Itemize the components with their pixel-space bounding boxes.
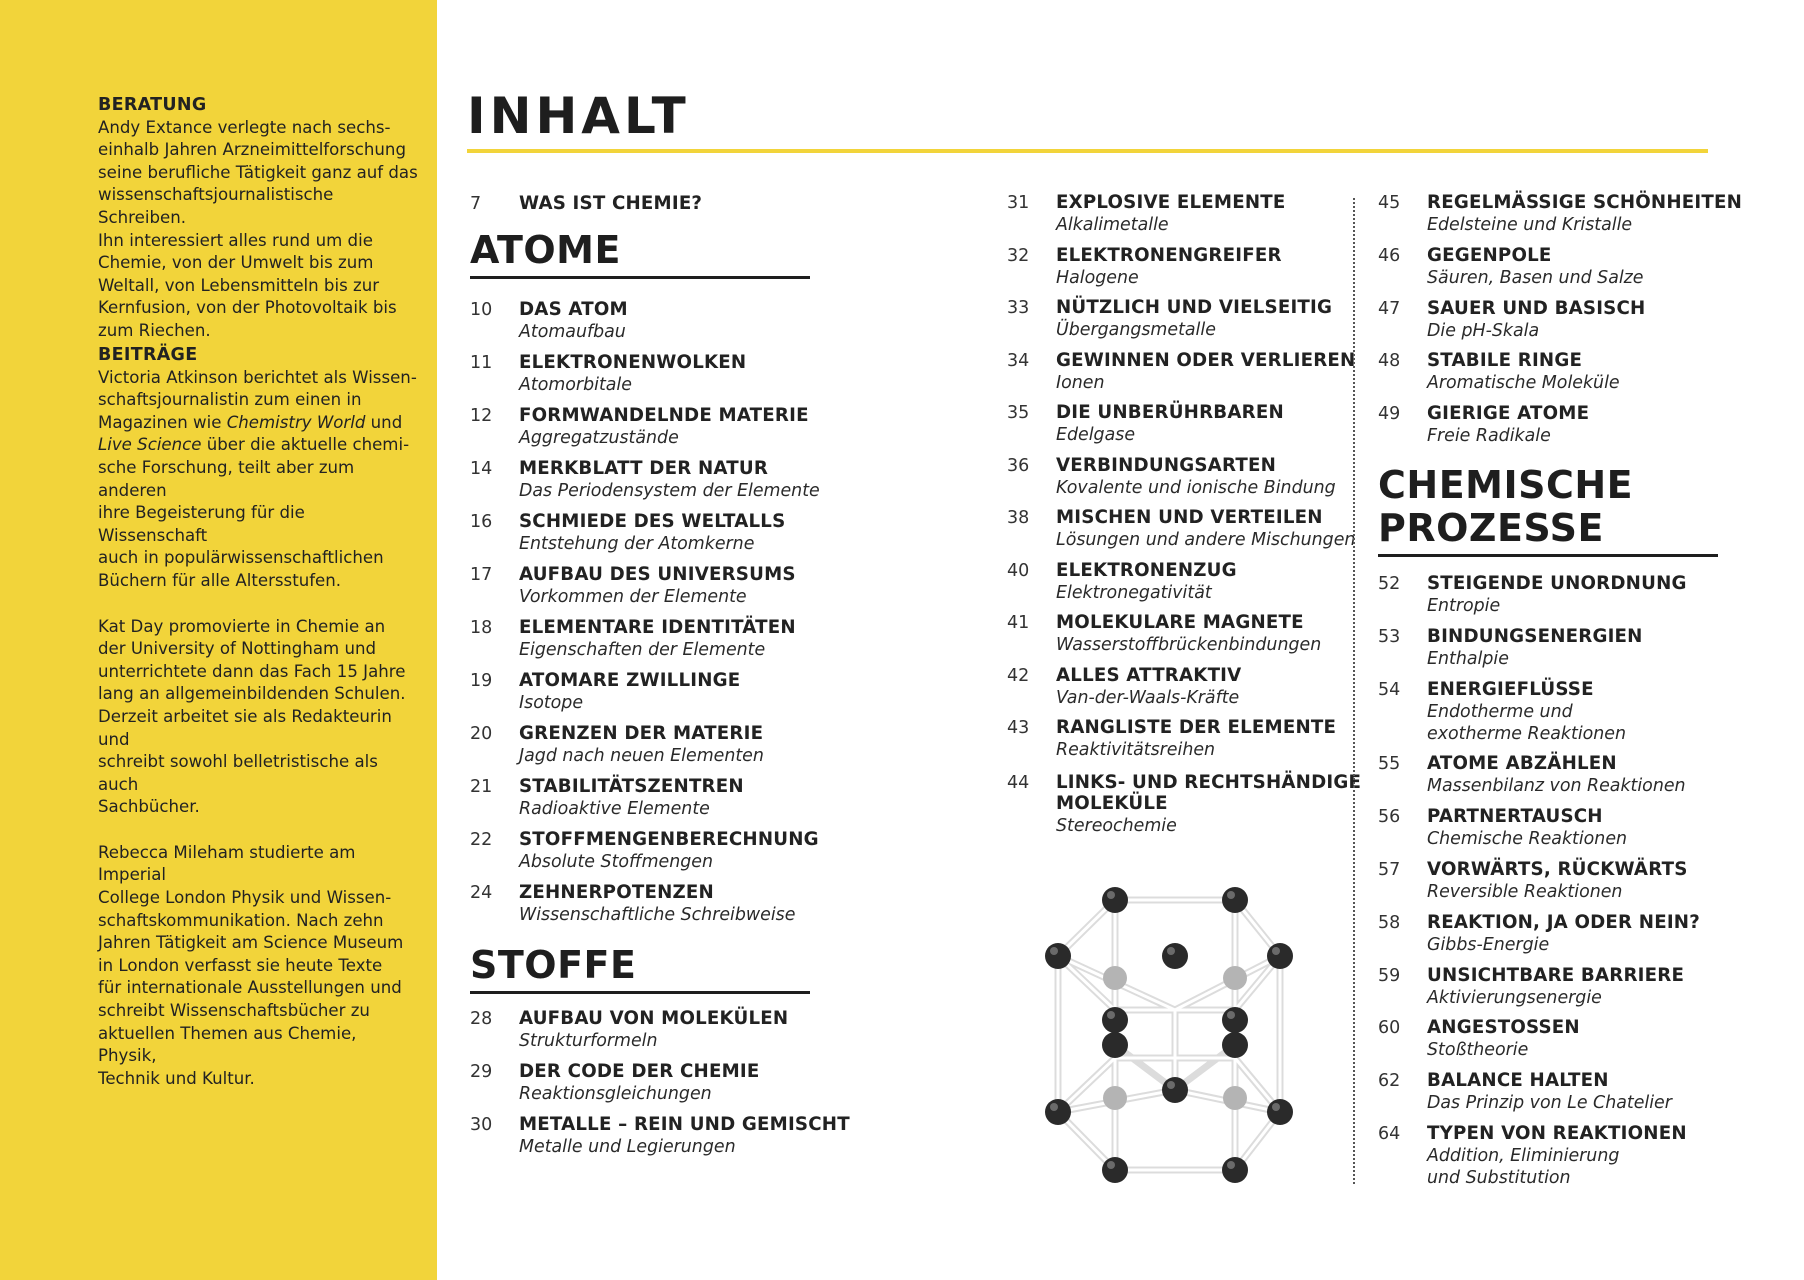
beratung-heading: BERATUNG	[98, 95, 207, 115]
sidebar-line: Jahren Tätigkeit am Science Museum	[98, 933, 404, 953]
entry-subtitle: Die pH-Skala	[1427, 320, 1540, 341]
sidebar-line: einhalb Jahren Arzneimittelforschung	[98, 140, 406, 160]
page-number: 44	[1007, 773, 1030, 793]
page-number: 11	[470, 353, 493, 373]
sidebar-line: Chemie, von der Umwelt bis zum	[98, 253, 374, 273]
page-number: 30	[470, 1115, 493, 1135]
sidebar-line: sche Forschung, teilt aber zum anderen	[98, 457, 355, 500]
section-rule	[1378, 554, 1718, 557]
page-number: 52	[1378, 574, 1401, 594]
entry-title: STEIGENDE UNORDNUNG	[1427, 573, 1687, 594]
entry-title: FORMWANDELNDE MATERIE	[519, 405, 809, 426]
page-number: 34	[1007, 350, 1030, 371]
entry-title: EXPLOSIVE ELEMENTE	[1056, 192, 1286, 213]
page-number: 46	[1378, 245, 1401, 266]
page-number: 19	[470, 671, 493, 691]
entry-subtitle: Enthalpie	[1427, 648, 1509, 669]
entry-subtitle: Freie Radikale	[1427, 426, 1551, 447]
entry-subtitle: Vorkommen der Elemente	[519, 587, 747, 607]
entry-title: PARTNERTAUSCH	[1427, 806, 1603, 828]
entry-subtitle: Wissenschaftliche Schreibweise	[519, 905, 796, 925]
entry-title: ELEKTRONENWOLKEN	[519, 352, 747, 373]
entry-subtitle: Metalle und Legierungen	[519, 1137, 736, 1157]
sidebar-line: für internationale Ausstellungen und	[98, 978, 402, 998]
entry-subtitle: Übergangsmetalle	[1056, 320, 1216, 340]
entry-title: SAUER UND BASISCH	[1427, 297, 1646, 319]
sidebar-line: Kat Day promovierte in Chemie an	[98, 616, 386, 636]
page-number: 41	[1007, 613, 1030, 633]
sidebar-line: Derzeit arbeitet sie als Redakteurin und	[98, 706, 392, 749]
entry-title: ELEKTRONENZUG	[1056, 559, 1237, 581]
entry-title: DER CODE DER CHEMIE	[519, 1061, 760, 1082]
entry-subtitle: Atomaufbau	[519, 322, 626, 342]
section-heading-atome: ATOME	[470, 228, 621, 272]
sidebar-line: lang an allgemeinbildenden Schulen.	[98, 684, 406, 704]
entry-subtitle: Alkalimetalle	[1056, 215, 1169, 235]
sidebar-line: Victoria Atkinson berichtet als Wissen-	[98, 367, 417, 387]
sidebar-line: Ihn interessiert alles rund um die	[98, 230, 373, 250]
page-number: 43	[1007, 718, 1030, 738]
column-separator	[1353, 198, 1355, 1184]
entry-title: GRENZEN DER MATERIE	[519, 723, 764, 744]
entry-subtitle: Absolute Stoffmengen	[519, 852, 714, 872]
sidebar-line: Rebecca Mileham studierte am Imperial	[98, 842, 356, 885]
entry-title: LINKS- UND RECHTSHÄNDIGE	[1056, 772, 1362, 793]
entry-title: STABILE RINGE	[1427, 350, 1583, 372]
sidebar-line: unterrichtete dann das Fach 15 Jahre	[98, 661, 406, 681]
sidebar-line: Andy Extance verlegte nach sechs-	[98, 117, 391, 137]
entry-title: UNSICHTBARE BARRIERE	[1427, 964, 1685, 986]
entry-subtitle-cont: und Substitution	[1427, 1168, 1571, 1188]
section-heading-prozesse: PROZESSE	[1378, 506, 1604, 550]
beitraege-heading: BEITRÄGE	[98, 345, 198, 365]
page-number: 62	[1378, 1071, 1401, 1092]
entry-title: WAS IST CHEMIE?	[519, 193, 703, 214]
page-number: 38	[1007, 508, 1030, 528]
page-title: INHALT	[467, 87, 690, 145]
entry-subtitle: Lösungen und andere Mischungen	[1056, 530, 1356, 550]
page-number: 47	[1378, 298, 1401, 319]
entry-title: ENERGIEFLÜSSE	[1427, 678, 1594, 700]
page-number: 24	[470, 883, 493, 903]
entry-subtitle: Wasserstoffbrückenbindungen	[1056, 635, 1322, 655]
sidebar-line	[98, 434, 418, 457]
molecular-lattice-icon	[1028, 880, 1310, 1190]
entry-title: MERKBLATT DER NATUR	[519, 458, 769, 479]
sidebar-line: ihre Begeisterung für die Wissenschaft	[98, 503, 305, 545]
entry-title: DIE UNBERÜHRBAREN	[1056, 402, 1284, 423]
entry-subtitle: Halogene	[1056, 267, 1139, 288]
sidebar-line: in London verfasst sie heute Texte	[98, 955, 383, 975]
page-number: 49	[1378, 404, 1401, 425]
section-heading-chemische: CHEMISCHE	[1378, 463, 1634, 507]
page-number: 20	[470, 724, 493, 744]
sidebar-line: seine berufliche Tätigkeit ganz auf das	[98, 162, 418, 182]
entry-subtitle: Edelgase	[1056, 425, 1136, 445]
magazine-title: Chemistry World	[226, 412, 366, 432]
page-number: 22	[470, 830, 493, 850]
entry-title: ZEHNERPOTENZEN	[519, 882, 714, 903]
entry-subtitle: Atomorbitale	[519, 375, 632, 395]
entry-subtitle: Aggregatzustände	[519, 428, 679, 448]
entry-title: GEGENPOLE	[1427, 244, 1552, 266]
sidebar-line: Sachbücher.	[98, 797, 200, 817]
page-number: 29	[470, 1062, 493, 1082]
entry-title: NÜTZLICH UND VIELSEITIG	[1056, 297, 1333, 318]
entry-title: RANGLISTE DER ELEMENTE	[1056, 717, 1337, 738]
page-number: 31	[1007, 193, 1030, 213]
contributors-sidebar	[0, 0, 437, 1280]
entry-subtitle: Massenbilanz von Reaktionen	[1427, 776, 1686, 797]
entry-title: DAS ATOM	[519, 299, 628, 320]
page-number: 17	[470, 565, 493, 585]
sidebar-text: und	[365, 412, 403, 432]
page-number: 14	[470, 459, 493, 479]
page-number: 21	[470, 777, 493, 797]
sidebar-line: schaftskommunikation. Nach zehn	[98, 910, 384, 930]
entry-subtitle: Säuren, Basen und Salze	[1427, 267, 1644, 288]
sidebar-line: Weltall, von Lebensmitteln bis zur	[98, 275, 380, 295]
entry-subtitle: Aromatische Moleküle	[1427, 373, 1620, 394]
entry-title-cont: MOLEKÜLE	[1056, 793, 1168, 814]
entry-subtitle: Radioaktive Elemente	[519, 799, 710, 819]
page-number: 28	[470, 1009, 493, 1029]
entry-subtitle: Eigenschaften der Elemente	[519, 640, 766, 660]
entry-subtitle: Chemische Reaktionen	[1427, 829, 1628, 850]
entry-title: STOFFMENGENBERECHNUNG	[519, 829, 819, 850]
entry-title: MISCHEN UND VERTEILEN	[1056, 507, 1323, 528]
entry-title: METALLE – REIN UND GEMISCHT	[519, 1114, 850, 1135]
entry-title: VERBINDUNGSARTEN	[1056, 454, 1276, 476]
page-number: 48	[1378, 351, 1401, 372]
entry-subtitle: Gibbs-Energie	[1427, 934, 1550, 955]
entry-subtitle: Entropie	[1427, 596, 1501, 616]
entry-subtitle: Strukturformeln	[519, 1031, 658, 1051]
sidebar-line: Kernfusion, von der Photovoltaik bis	[98, 298, 397, 318]
entry-subtitle: Stereochemie	[1056, 816, 1177, 836]
page-number: 57	[1378, 860, 1401, 880]
entry-title: ELEMENTARE IDENTITÄTEN	[519, 617, 796, 638]
entry-subtitle: Reaktivitätsreihen	[1056, 740, 1216, 760]
entry-subtitle: Isotope	[519, 693, 584, 713]
entry-subtitle: Reversible Reaktionen	[1427, 882, 1623, 902]
magazine-title: Live Science	[98, 435, 202, 455]
entry-subtitle: Edelsteine und Kristalle	[1427, 215, 1633, 235]
page-number: 59	[1378, 965, 1401, 986]
entry-title: GIERIGE ATOME	[1427, 403, 1590, 425]
section-rule	[470, 276, 810, 279]
sidebar-text: über die aktuelle chemi-	[201, 435, 410, 455]
sidebar-line: auch in populärwissenschaftlichen	[98, 548, 384, 568]
entry-title: GEWINNEN ODER VERLIEREN	[1056, 349, 1356, 371]
page-number: 32	[1007, 245, 1030, 266]
sidebar-line: College London Physik und Wissen-	[98, 888, 392, 908]
entry-subtitle: Addition, Eliminierung	[1427, 1146, 1620, 1166]
entry-title: TYPEN VON REAKTIONEN	[1427, 1123, 1687, 1144]
sidebar-text: Magazinen wie	[98, 412, 227, 432]
sidebar-line: schreibt sowohl belletristische als auch	[98, 752, 378, 794]
page-number: 53	[1378, 626, 1401, 647]
page-number: 7	[470, 194, 482, 214]
entry-title: ATOMARE ZWILLINGE	[519, 670, 741, 691]
page-number: 56	[1378, 807, 1401, 828]
sidebar-line: zum Riechen.	[98, 320, 211, 340]
entry-subtitle: Endotherme und	[1427, 701, 1573, 722]
entry-title: AUFBAU VON MOLEKÜLEN	[519, 1008, 789, 1029]
entry-title: VORWÄRTS, RÜCKWÄRTS	[1427, 859, 1688, 880]
entry-title: MOLEKULARE MAGNETE	[1056, 612, 1304, 633]
entry-title: REAKTION, JA ODER NEIN?	[1427, 911, 1700, 933]
entry-subtitle: Ionen	[1056, 372, 1105, 393]
entry-title: BINDUNGSENERGIEN	[1427, 625, 1643, 647]
page-number: 54	[1378, 679, 1401, 700]
entry-subtitle: Reaktionsgleichungen	[519, 1084, 712, 1104]
page-number: 10	[470, 300, 493, 320]
section-heading-stoffe: STOFFE	[470, 943, 637, 987]
entry-title: ELEKTRONENGREIFER	[1056, 244, 1282, 266]
page-number: 16	[470, 512, 493, 532]
entry-subtitle: Entstehung der Atomkerne	[519, 534, 755, 554]
sidebar-line: aktuellen Themen aus Chemie, Physik,	[98, 1023, 357, 1066]
entry-subtitle: Jagd nach neuen Elementen	[519, 746, 764, 766]
sidebar-line: der University of Nottingham und	[98, 639, 377, 659]
entry-subtitle-cont: exotherme Reaktionen	[1427, 723, 1627, 744]
page-number: 18	[470, 618, 493, 638]
entry-title: SCHMIEDE DES WELTALLS	[519, 511, 786, 532]
beitraege-block	[98, 344, 418, 1090]
sidebar-line: schaftsjournalistin zum einen in	[98, 390, 362, 410]
entry-title: AUFBAU DES UNIVERSUMS	[519, 564, 796, 585]
entry-title: REGELMÄSSIGE SCHÖNHEITEN	[1427, 192, 1742, 213]
page-number: 45	[1378, 193, 1401, 213]
sidebar-line	[98, 412, 418, 435]
page-number: 35	[1007, 403, 1030, 423]
page-number: 55	[1378, 754, 1401, 775]
title-rule	[467, 149, 1708, 153]
entry-subtitle: Kovalente und ionische Bindung	[1056, 477, 1336, 498]
sidebar-line: Büchern für alle Altersstufen.	[98, 570, 342, 590]
page-number: 40	[1007, 560, 1030, 581]
entry-title: ALLES ATTRAKTIV	[1056, 664, 1242, 686]
sidebar-line: wissenschaftsjournalistische Schreiben.	[98, 185, 334, 227]
page-number: 60	[1378, 1018, 1401, 1039]
entry-subtitle: Das Periodensystem der Elemente	[519, 481, 820, 501]
section-rule	[470, 991, 810, 994]
page-number: 58	[1378, 912, 1401, 933]
page-number: 33	[1007, 298, 1030, 318]
entry-title: STABILITÄTSZENTREN	[519, 776, 744, 797]
entry-subtitle: Elektronegativität	[1056, 582, 1212, 603]
entry-subtitle: Stoßtheorie	[1427, 1040, 1529, 1061]
page-number: 12	[470, 406, 493, 426]
page-number: 36	[1007, 455, 1030, 476]
entry-title: ATOME ABZÄHLEN	[1427, 753, 1617, 775]
entry-subtitle: Aktivierungsenergie	[1427, 987, 1602, 1008]
entry-title: ANGESTOSSEN	[1427, 1017, 1580, 1039]
page-number: 64	[1378, 1124, 1401, 1144]
entry-title: BALANCE HALTEN	[1427, 1070, 1609, 1092]
beratung-block	[98, 94, 418, 343]
page-number: 42	[1007, 665, 1030, 686]
entry-subtitle: Van-der-Waals-Kräfte	[1056, 687, 1240, 708]
entry-subtitle: Das Prinzip von Le Chatelier	[1427, 1093, 1672, 1114]
sidebar-line: Technik und Kultur.	[98, 1068, 255, 1088]
sidebar-line: schreibt Wissenschaftsbücher zu	[98, 1001, 370, 1021]
